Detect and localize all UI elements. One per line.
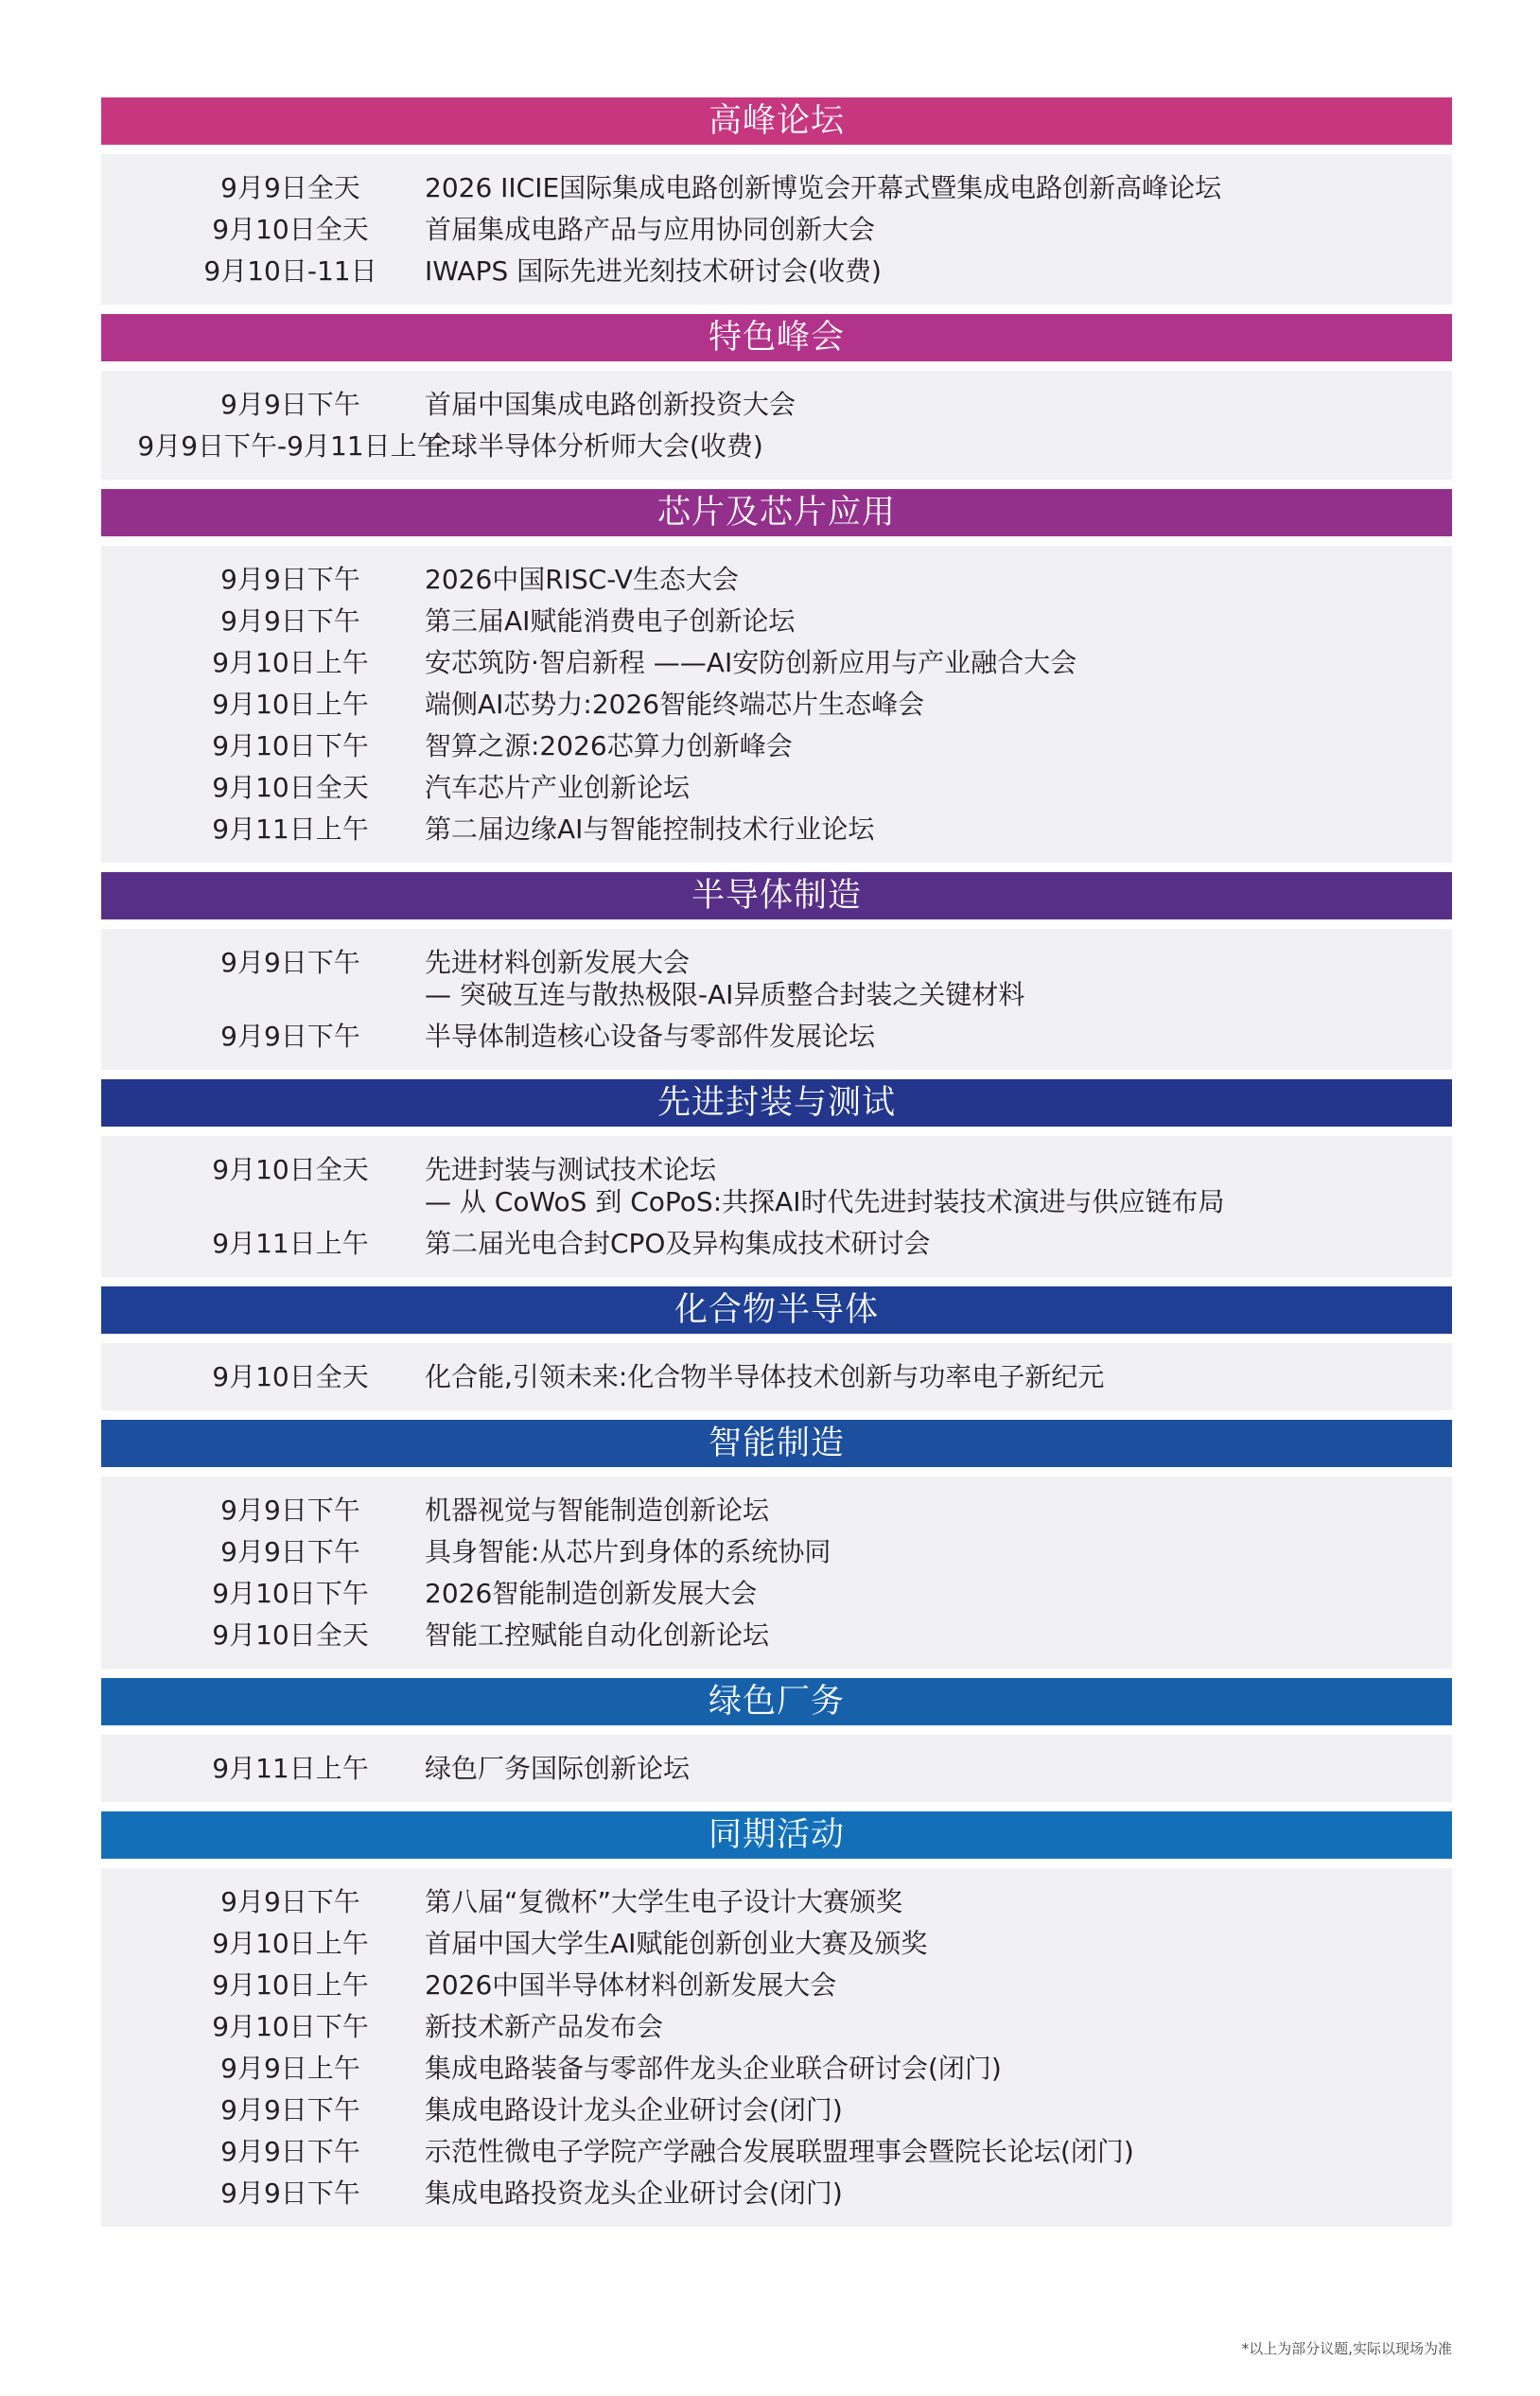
section-body	[101, 1477, 1452, 1669]
agenda-date: 9月10日-11日	[203, 255, 377, 287]
agenda-title-line: 半导体制造核心设备与零部件发展论坛	[425, 1021, 876, 1052]
section-body	[101, 929, 1452, 1070]
section-body	[101, 1343, 1452, 1410]
agenda-title	[425, 1021, 1452, 1053]
agenda-title	[425, 2011, 1452, 2043]
section-body	[101, 154, 1452, 305]
agenda-title	[425, 1619, 1452, 1652]
section-header: 特色峰会	[101, 314, 1452, 361]
section-body	[101, 371, 1452, 480]
agenda-title-line: 第三届AI赋能消费电子创新论坛	[425, 605, 796, 637]
section-body	[101, 546, 1452, 863]
agenda-row	[101, 1228, 1452, 1260]
agenda-title	[425, 1578, 1452, 1610]
agenda-row	[101, 1969, 1452, 2002]
agenda-date: 9月10日全天	[212, 1361, 369, 1392]
agenda-row	[101, 772, 1452, 804]
agenda-title-line: 汽车芯片产业创新论坛	[425, 772, 691, 803]
section-body	[101, 1136, 1452, 1277]
agenda-title	[425, 1536, 1452, 1568]
agenda-row	[101, 1753, 1452, 1785]
agenda-title-line: 第八届“复微杯”大学生电子设计大赛颁奖	[425, 1886, 903, 1917]
agenda-row	[101, 1361, 1452, 1393]
agenda-row	[101, 430, 1452, 463]
agenda-title-line: 先进封装与测试技术论坛	[425, 1154, 717, 1185]
agenda-title-line: 第二届光电合封CPO及异构集成技术研讨会	[425, 1228, 931, 1259]
agenda-title-line: 2026智能制造创新发展大会	[425, 1578, 758, 1609]
agenda-row	[101, 2136, 1452, 2168]
agenda-row	[101, 1154, 1452, 1218]
agenda-date: 9月11日上午	[212, 813, 369, 845]
agenda-title	[425, 813, 1452, 846]
schedule-section	[101, 489, 1452, 863]
agenda-title	[425, 1495, 1452, 1527]
agenda-row	[101, 647, 1452, 679]
agenda-title-line: 先进材料创新发展大会	[425, 947, 691, 978]
agenda-date: 9月9日下午	[220, 605, 360, 637]
agenda-title	[425, 689, 1452, 721]
agenda-title	[425, 772, 1452, 804]
agenda-date: 9月9日下午	[220, 564, 360, 595]
agenda-date: 9月10日下午	[212, 2011, 369, 2042]
agenda-title-line: 智能工控赋能自动化创新论坛	[425, 1619, 770, 1651]
agenda-title	[425, 947, 1452, 1011]
agenda-title	[425, 430, 1452, 463]
agenda-row	[101, 1928, 1452, 1960]
agenda-title-line: 集成电路装备与零部件龙头企业联合研讨会(闭门)	[425, 2053, 1002, 2084]
section-header: 智能制造	[101, 1420, 1452, 1467]
agenda-title	[425, 605, 1452, 638]
agenda-row	[101, 172, 1452, 204]
schedule-section	[101, 1286, 1452, 1410]
schedule-section	[101, 1420, 1452, 1669]
agenda-title-line: 全球半导体分析师大会(收费)	[425, 430, 763, 462]
agenda-title-line: 首届中国大学生AI赋能创新创业大赛及颁奖	[425, 1928, 928, 1959]
agenda-title-line: 集成电路投资龙头企业研讨会(闭门)	[425, 2177, 843, 2209]
agenda-row	[101, 1536, 1452, 1568]
agenda-title-line: 化合能,引领未来:化合物半导体技术创新与功率电子新纪元	[425, 1361, 1105, 1392]
schedule-section	[101, 1811, 1452, 2227]
agenda-row	[101, 1578, 1452, 1610]
agenda-title	[425, 1361, 1452, 1393]
agenda-title	[425, 1969, 1452, 2002]
agenda-date: 9月10日上午	[212, 1928, 369, 1959]
section-body	[101, 1735, 1452, 1802]
agenda-title	[425, 2094, 1452, 2126]
agenda-title-line: IWAPS 国际先进光刻技术研讨会(收费)	[425, 255, 882, 287]
agenda-title-line: 具身智能:从芯片到身体的系统协同	[425, 1536, 831, 1567]
agenda-title	[425, 1886, 1452, 1918]
agenda-date: 9月10日上午	[212, 647, 369, 678]
agenda-row	[101, 2177, 1452, 2210]
agenda-row	[101, 947, 1452, 1011]
agenda-date: 9月9日下午	[220, 2094, 360, 2125]
agenda-row	[101, 389, 1452, 421]
agenda-date: 9月11日上午	[212, 1753, 369, 1784]
agenda-title	[425, 1228, 1452, 1260]
agenda-date: 9月11日上午	[212, 1228, 369, 1259]
agenda-title-line: 2026中国RISC-V生态大会	[425, 564, 739, 595]
agenda-title-line: 第二届边缘AI与智能控制技术行业论坛	[425, 813, 875, 845]
agenda-title	[425, 1928, 1452, 1960]
agenda-row	[101, 2094, 1452, 2126]
agenda-row	[101, 605, 1452, 638]
section-header: 绿色厂务	[101, 1678, 1452, 1725]
agenda-title	[425, 214, 1452, 246]
agenda-date: 9月9日下午	[220, 2177, 360, 2209]
agenda-title-line: 示范性微电子学院产学融合发展联盟理事会暨院长论坛(闭门)	[425, 2136, 1134, 2167]
schedule-section	[101, 314, 1452, 480]
agenda-date: 9月10日上午	[212, 1969, 369, 2001]
agenda-date: 9月9日上午	[220, 2053, 360, 2084]
section-header: 半导体制造	[101, 872, 1452, 919]
agenda-title	[425, 1753, 1452, 1785]
agenda-date: 9月10日全天	[212, 1619, 369, 1651]
section-header: 先进封装与测试	[101, 1079, 1452, 1127]
agenda-title-line: 新技术新产品发布会	[425, 2011, 664, 2042]
section-body	[101, 1868, 1452, 2227]
agenda-title	[425, 389, 1452, 421]
agenda-date: 9月9日下午-9月11日上午	[137, 430, 444, 462]
agenda-date: 9月9日下午	[220, 947, 360, 978]
agenda-row	[101, 1886, 1452, 1918]
agenda-subtitle-line: — 突破互连与散热极限-AI异质整合封装之关键材料	[425, 979, 1025, 1010]
agenda-date: 9月10日下午	[212, 730, 369, 761]
section-header: 化合物半导体	[101, 1286, 1452, 1334]
agenda-date: 9月9日下午	[220, 1021, 360, 1052]
agenda-subtitle-line: — 从 CoWoS 到 CoPoS:共探AI时代先进封装技术演进与供应链布局	[425, 1186, 1225, 1217]
agenda-title	[425, 2136, 1452, 2168]
agenda-title-line: 安芯筑防·智启新程 ——AI安防创新应用与产业融合大会	[425, 647, 1077, 678]
schedule-section	[101, 1678, 1452, 1802]
agenda-date: 9月10日全天	[212, 772, 369, 803]
section-header: 高峰论坛	[101, 97, 1452, 145]
schedule	[101, 97, 1452, 2236]
agenda-date: 9月9日下午	[220, 2136, 360, 2167]
schedule-section	[101, 872, 1452, 1070]
agenda-row	[101, 564, 1452, 596]
agenda-title-line: 2026 IICIE国际集成电路创新博览会开幕式暨集成电路创新高峰论坛	[425, 172, 1222, 203]
agenda-title	[425, 2053, 1452, 2085]
agenda-title	[425, 1154, 1452, 1218]
agenda-title	[425, 564, 1452, 596]
agenda-title	[425, 2177, 1452, 2210]
footnote: *以上为部分议题,实际以现场为准	[1241, 2340, 1452, 2357]
agenda-row	[101, 730, 1452, 762]
agenda-date: 9月9日全天	[220, 172, 360, 203]
agenda-title-line: 智算之源:2026芯算力创新峰会	[425, 730, 793, 761]
schedule-section	[101, 97, 1452, 305]
agenda-date: 9月10日下午	[212, 1578, 369, 1609]
agenda-row	[101, 813, 1452, 846]
agenda-date: 9月9日下午	[220, 1536, 360, 1567]
agenda-title	[425, 172, 1452, 204]
agenda-date: 9月9日下午	[220, 389, 360, 420]
agenda-row	[101, 2053, 1452, 2085]
agenda-title-line: 首届中国集成电路创新投资大会	[425, 389, 796, 420]
agenda-title-line: 首届集成电路产品与应用协同创新大会	[425, 214, 876, 245]
agenda-date: 9月9日下午	[220, 1495, 360, 1526]
agenda-title-line: 集成电路设计龙头企业研讨会(闭门)	[425, 2094, 843, 2125]
section-header: 芯片及芯片应用	[101, 489, 1452, 536]
agenda-date: 9月10日全天	[212, 1154, 369, 1185]
agenda-row	[101, 1619, 1452, 1652]
agenda-row	[101, 689, 1452, 721]
agenda-row	[101, 214, 1452, 246]
agenda-row	[101, 1495, 1452, 1527]
agenda-title	[425, 730, 1452, 762]
agenda-title-line: 机器视觉与智能制造创新论坛	[425, 1495, 770, 1526]
agenda-row	[101, 1021, 1452, 1053]
agenda-title	[425, 647, 1452, 679]
agenda-title-line: 绿色厂务国际创新论坛	[425, 1753, 691, 1784]
agenda-row	[101, 255, 1452, 288]
section-header: 同期活动	[101, 1811, 1452, 1859]
agenda-date: 9月9日下午	[220, 1886, 360, 1917]
agenda-date: 9月10日全天	[212, 214, 369, 245]
agenda-row	[101, 2011, 1452, 2043]
agenda-date: 9月10日上午	[212, 689, 369, 720]
agenda-title-line: 端侧AI芯势力:2026智能终端芯片生态峰会	[425, 689, 925, 720]
schedule-section	[101, 1079, 1452, 1277]
agenda-title-line: 2026中国半导体材料创新发展大会	[425, 1969, 837, 2001]
agenda-title	[425, 255, 1452, 288]
